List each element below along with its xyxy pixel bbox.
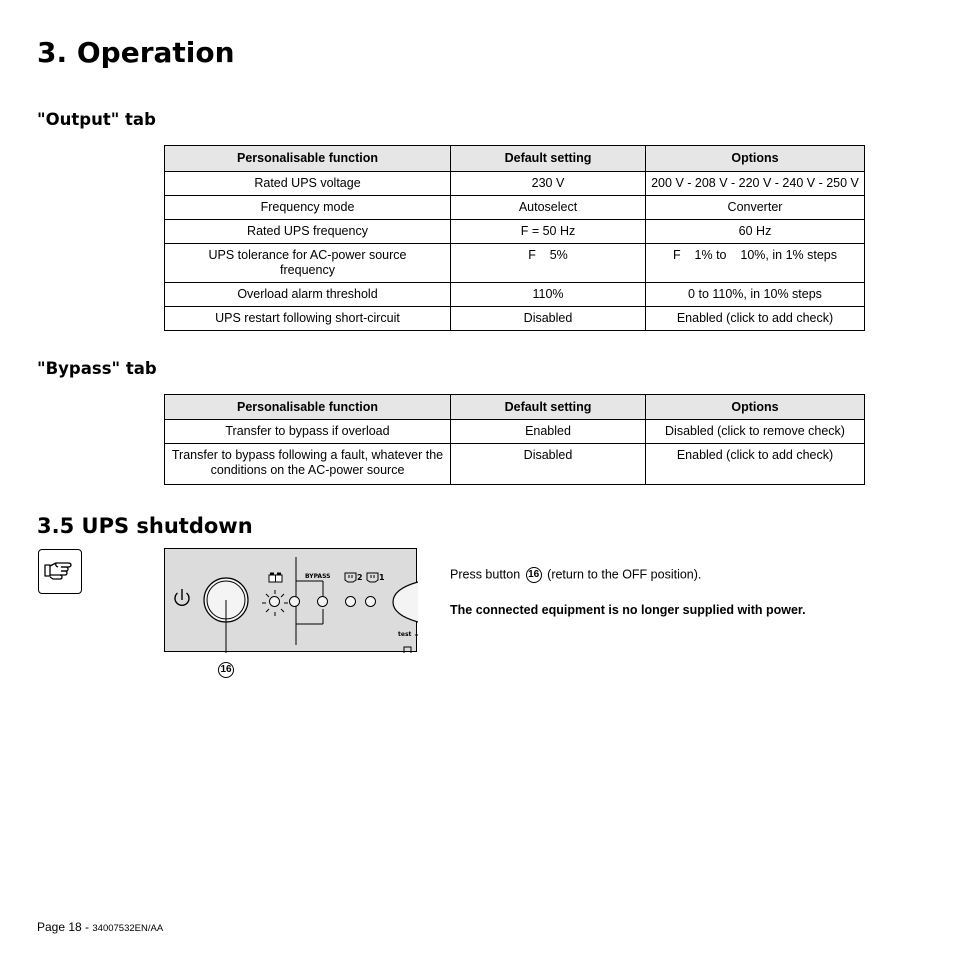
options-cell: Disabled (click to remove check) — [646, 420, 865, 444]
options-cell: 200 V - 208 V - 220 V - 240 V - 250 V — [646, 172, 865, 196]
bypass-led-2 — [317, 596, 328, 607]
table-header-row — [165, 395, 865, 420]
callout-16-badge: 16 — [218, 662, 234, 678]
function-cell: Rated UPS frequency — [165, 220, 451, 244]
column-header-options: Options — [646, 395, 865, 420]
table-row — [165, 172, 865, 196]
function-cell: UPS tolerance for AC-power source frequency — [165, 244, 451, 283]
function-cell: UPS restart following short-circuit — [165, 307, 451, 331]
default-cell: Autoselect — [451, 196, 646, 220]
function-cell: Transfer to bypass if overload — [165, 420, 451, 444]
table-row — [165, 307, 865, 331]
bypass-tab-heading: "Bypass" tab — [37, 359, 157, 378]
page-number: Page 18 - — [37, 920, 90, 934]
bypass-led-1 — [289, 596, 300, 607]
bypass-settings-table — [164, 394, 865, 485]
battery-icon — [269, 573, 282, 582]
table-row — [165, 196, 865, 220]
table-header-row — [165, 146, 865, 172]
outlet-2-led — [345, 596, 356, 607]
function-cell: Frequency mode — [165, 196, 451, 220]
button-16-badge: 16 — [526, 567, 542, 583]
test-label: test — [398, 631, 412, 638]
battery-led — [269, 596, 280, 607]
default-cell: Enabled — [451, 420, 646, 444]
table-row — [165, 283, 865, 307]
table-row — [165, 244, 865, 283]
output-tab-heading: "Output" tab — [37, 110, 156, 129]
function-cell: Overload alarm threshold — [165, 283, 451, 307]
test-button-edge — [404, 647, 411, 653]
options-cell: F 1% to 10%, in 1% steps — [646, 244, 865, 283]
column-header-default: Default setting — [451, 146, 646, 172]
shutdown-instruction — [450, 567, 701, 583]
default-cell: F 5% — [451, 244, 646, 283]
bypass-label: BYPASS — [305, 573, 331, 580]
options-cell: Converter — [646, 196, 865, 220]
default-cell: Disabled — [451, 307, 646, 331]
outlet-group-1-icon — [367, 573, 378, 582]
column-header-options: Options — [646, 146, 865, 172]
column-header-function: Personalisable function — [165, 395, 451, 420]
default-cell: Disabled — [451, 444, 646, 485]
page-title: 3. Operation — [37, 36, 235, 69]
options-cell: 0 to 110%, in 10% steps — [646, 283, 865, 307]
output-settings-table — [164, 145, 865, 331]
outlet-1-led — [365, 596, 376, 607]
function-cell: Transfer to bypass following a fault, whatever the conditions on the AC-power source — [165, 444, 451, 485]
function-cell: Rated UPS voltage — [165, 172, 451, 196]
outlet-2-label: 2 — [357, 573, 363, 582]
column-header-function: Personalisable function — [165, 146, 451, 172]
power-symbol-icon — [175, 589, 189, 605]
display-edge — [393, 582, 418, 622]
outlet-group-2-icon — [345, 573, 356, 582]
table-row — [165, 420, 865, 444]
table-row — [165, 444, 865, 485]
default-cell: 110% — [451, 283, 646, 307]
instruction-text-after: (return to the OFF position). — [547, 567, 702, 582]
pointing-hand-icon — [38, 549, 82, 594]
default-cell: 230 V — [451, 172, 646, 196]
options-cell: Enabled (click to add check) — [646, 307, 865, 331]
outlet-1-label: 1 — [379, 573, 385, 582]
instruction-text-before: Press button — [450, 567, 521, 582]
table-row — [165, 220, 865, 244]
column-header-default: Default setting — [451, 395, 646, 420]
ups-front-panel — [164, 548, 417, 652]
default-cell: F = 50 Hz — [451, 220, 646, 244]
page-footer — [37, 920, 163, 934]
document-reference: 34007532EN/AA — [92, 923, 164, 934]
options-cell: 60 Hz — [646, 220, 865, 244]
options-cell: Enabled (click to add check) — [646, 444, 865, 485]
power-warning: The connected equipment is no longer supplied with power. — [450, 603, 806, 617]
shutdown-heading: 3.5 UPS shutdown — [37, 514, 253, 538]
